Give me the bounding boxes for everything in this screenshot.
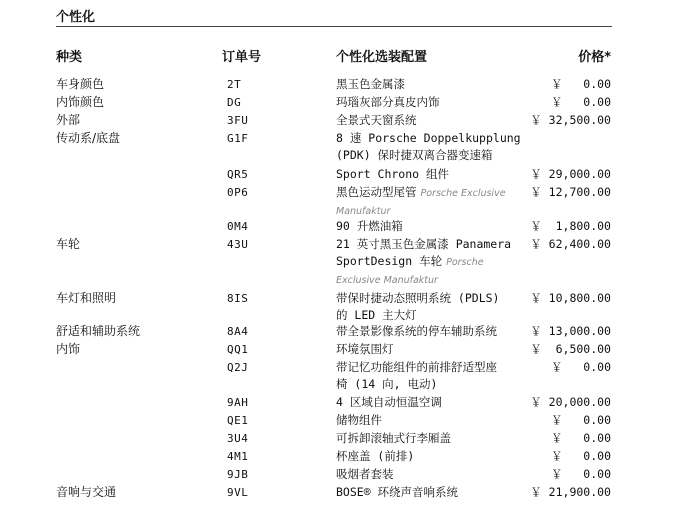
row-option-line: 吸烟者套装 — [336, 467, 394, 481]
row-option-line: 玛瑙灰部分真皮内饰 — [336, 95, 440, 109]
row-price: ￥ 21,900.00 — [530, 485, 611, 499]
row-order-code: 3U4 — [227, 432, 249, 445]
row-option-line: (PDK) 保时捷双离合器变速箱 — [336, 148, 493, 162]
row-option-description — [336, 218, 526, 235]
row-exclusive-note: Porsche Exclusive Manufaktur — [336, 188, 506, 217]
row-price: ￥ 0.00 — [551, 449, 611, 463]
row-price: ￥ 32,500.00 — [530, 113, 611, 127]
row-option-description — [336, 130, 526, 164]
row-price: ￥ 1,800.00 — [530, 219, 611, 233]
row-price: ￥ 0.00 — [551, 360, 611, 374]
row-option-description — [336, 341, 526, 358]
row-option-description — [336, 290, 526, 324]
row-order-code: 0M4 — [227, 220, 249, 233]
row-option-description — [336, 448, 526, 465]
row-category: 车身颜色 — [56, 77, 105, 91]
row-category: 传动系/底盘 — [56, 131, 121, 145]
row-order-code: 3FU — [227, 114, 249, 127]
row-option-line: SportDesign 车轮 — [336, 254, 443, 268]
row-order-code: 8IS — [227, 292, 249, 305]
row-option-line: 的 LED 主大灯 — [336, 308, 417, 322]
row-category: 舒适和辅助系统 — [56, 324, 141, 338]
row-option-line: 黑玉色金属漆 — [336, 77, 405, 91]
row-option-line: 椅 (14 向, 电动) — [336, 377, 438, 391]
row-category: 音响与交通 — [56, 485, 117, 499]
row-order-code: 0P6 — [227, 186, 249, 199]
row-option-description — [336, 166, 526, 183]
row-option-description — [336, 94, 526, 111]
row-price: ￥ 20,000.00 — [530, 395, 611, 409]
row-order-code: 9VL — [227, 486, 249, 499]
row-order-code: DG — [227, 96, 242, 109]
row-order-code: QQ1 — [227, 343, 249, 356]
row-option-description — [336, 484, 526, 501]
row-category: 内饰颜色 — [56, 95, 105, 109]
row-price: ￥ 6,500.00 — [530, 342, 611, 356]
row-option-line: 杯座盖 (前排) — [336, 449, 415, 463]
row-price: ￥ 10,800.00 — [530, 291, 611, 305]
row-order-code: QR5 — [227, 168, 249, 181]
row-price: ￥ 0.00 — [551, 95, 611, 109]
row-price: ￥ 0.00 — [551, 77, 611, 91]
row-option-line: 环境氛围灯 — [336, 342, 394, 356]
row-option-line: Sport Chrono 组件 — [336, 167, 450, 181]
row-category: 外部 — [56, 113, 81, 127]
row-order-code: 8A4 — [227, 325, 249, 338]
row-order-code: 9JB — [227, 468, 249, 481]
row-price: ￥ 0.00 — [551, 467, 611, 481]
row-option-line: 4 区域自动恒温空调 — [336, 395, 442, 409]
section-divider — [56, 26, 612, 27]
row-option-description — [336, 112, 526, 129]
row-order-code: 43U — [227, 238, 249, 251]
row-option-description — [336, 430, 526, 447]
row-option-description — [336, 394, 526, 411]
row-option-line: 带全景影像系统的停车辅助系统 — [336, 324, 497, 338]
row-option-line: 90 升燃油箱 — [336, 219, 403, 233]
row-option-line: 带记忆功能组件的前排舒适型座 — [336, 360, 497, 374]
row-price: ￥ 29,000.00 — [530, 167, 611, 181]
column-header-category: 种类 — [56, 50, 83, 65]
row-price: ￥ 0.00 — [551, 431, 611, 445]
row-option-line: 黑色运动型尾管 — [336, 185, 417, 199]
row-option-description — [336, 412, 526, 429]
row-option-line: 全景式天窗系统 — [336, 113, 417, 127]
row-order-code: Q2J — [227, 361, 249, 374]
row-exclusive-note: Porsche Exclusive Manufaktur — [336, 257, 484, 286]
row-order-code: 4M1 — [227, 450, 249, 463]
row-order-code: 9AH — [227, 396, 249, 409]
row-option-description — [336, 323, 526, 340]
row-option-line: 8 速 Porsche Doppelkupplung — [336, 131, 521, 145]
row-order-code: G1F — [227, 132, 249, 145]
row-price: ￥ 62,400.00 — [530, 237, 611, 251]
column-header-code: 订单号 — [222, 50, 262, 65]
row-price: ￥ 12,700.00 — [530, 185, 611, 199]
row-option-description — [336, 184, 514, 220]
row-order-code: QE1 — [227, 414, 249, 427]
row-option-line: 带保时捷动态照明系统 (PDLS) — [336, 291, 500, 305]
column-header-option: 个性化选装配置 — [336, 50, 428, 65]
row-price: ￥ 13,000.00 — [530, 324, 611, 338]
row-option-line: 21 英寸黑玉色金属漆 Panamera — [336, 237, 512, 251]
row-option-line: 储物组件 — [336, 413, 382, 427]
row-option-description — [336, 359, 526, 393]
column-header-price: 价格* — [578, 50, 611, 65]
row-option-line: 可拆卸滚轴式行李厢盖 — [336, 431, 451, 445]
row-option-line: BOSE® 环绕声音响系统 — [336, 485, 459, 499]
row-category: 车灯和照明 — [56, 291, 117, 305]
row-category: 车轮 — [56, 237, 81, 251]
row-price: ￥ 0.00 — [551, 413, 611, 427]
row-option-description — [336, 466, 526, 483]
row-order-code: 2T — [227, 78, 242, 91]
row-option-description — [336, 76, 526, 93]
section-title: 个性化 — [56, 10, 96, 25]
row-category: 内饰 — [56, 342, 81, 356]
row-option-description — [336, 236, 526, 289]
